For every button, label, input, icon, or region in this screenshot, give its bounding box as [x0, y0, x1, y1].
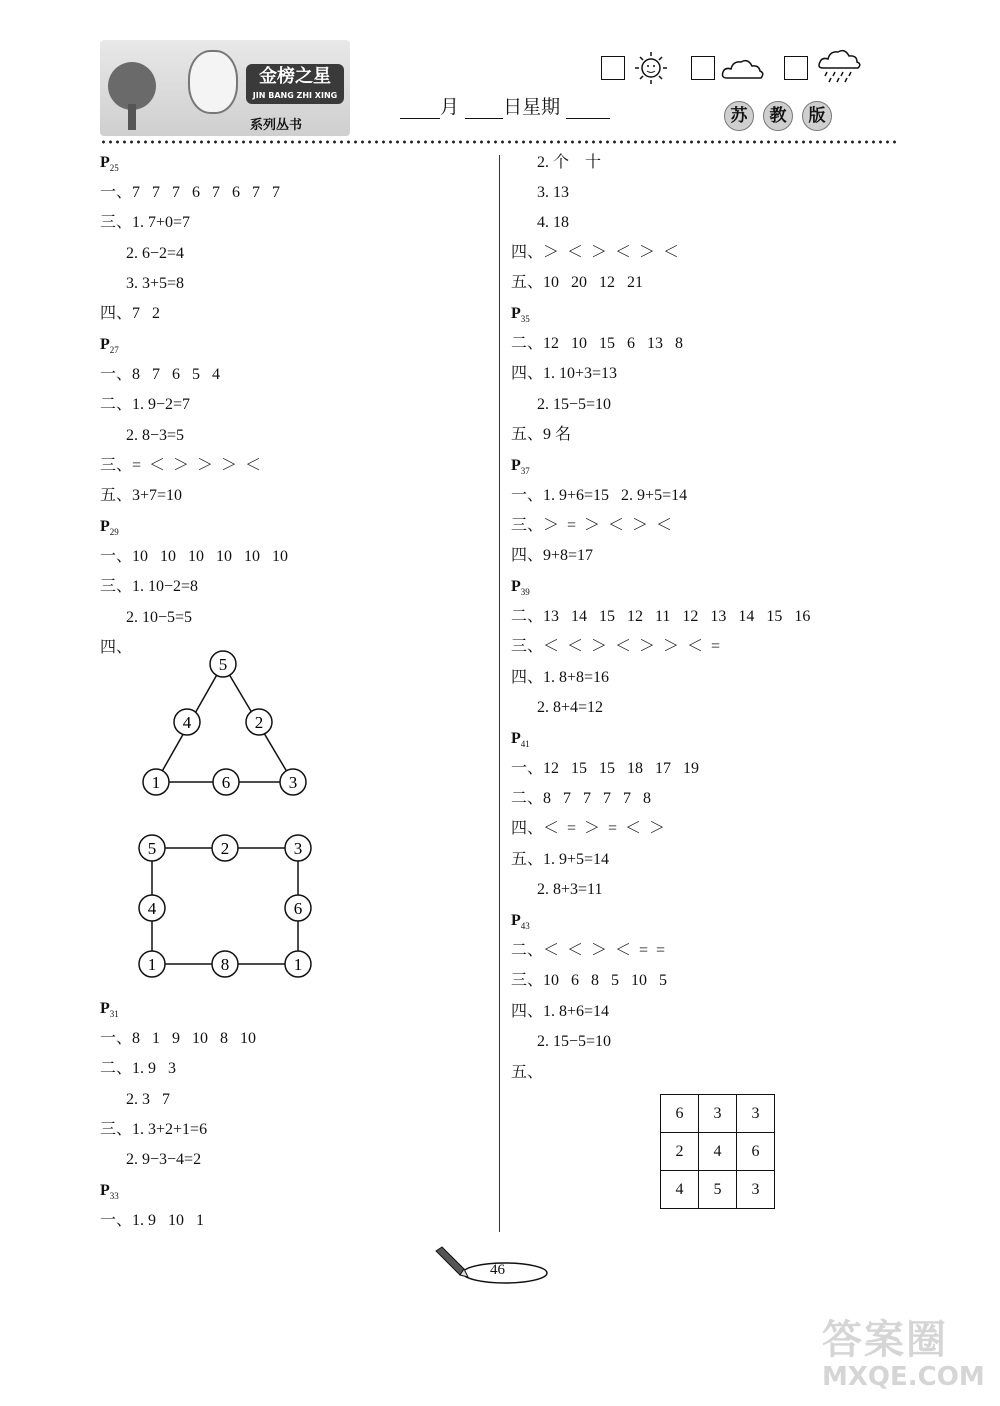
logo-title: 金榜之星 JIN BANG ZHI XING — [246, 64, 344, 104]
answer-line: 四、9+8=17 — [511, 547, 594, 564]
answer-line: 2. 个 十 — [537, 154, 602, 171]
answer-line: 五、9 名 — [511, 426, 572, 443]
answer-line: 二、13 14 15 12 11 12 13 14 15 16 — [511, 608, 811, 625]
svg-text:4: 4 — [182, 713, 192, 732]
number-grid — [660, 1094, 775, 1209]
answer-line: 一、8 1 9 10 8 10 — [100, 1030, 257, 1047]
answer-line: 二、1. 9−2=7 — [100, 396, 191, 413]
grid-cell: 2 — [661, 1133, 699, 1171]
answer-line: 一、7 7 7 6 7 6 7 7 — [100, 184, 281, 201]
tree-trunk — [128, 104, 136, 130]
page-reference: $P_{31}$ — [100, 1000, 119, 1020]
answer-line: 一、1. 9+6=15 2. 9+5=14 — [511, 487, 688, 504]
svg-text:3: 3 — [293, 839, 303, 858]
triangle-node-left-mid — [174, 709, 200, 735]
answer-line: 二、12 10 15 6 13 8 — [511, 335, 684, 352]
answer-line: 四、＞ ＜ ＞ ＜ ＞ ＜ — [511, 244, 680, 261]
svg-text:5: 5 — [147, 839, 157, 858]
triangle-node-bottom-right — [280, 769, 306, 795]
page-reference: $P_{41}$ — [511, 730, 530, 750]
square-node-bottom-mid — [212, 951, 238, 977]
square-diagram — [120, 826, 330, 986]
answer-line: 三、10 6 8 5 10 5 — [511, 972, 668, 989]
answer-line: 4. 18 — [537, 214, 569, 231]
square-node-top-left — [139, 835, 165, 861]
square-node-right-mid — [285, 895, 311, 921]
answer-line: 三、= ＜ ＞ ＞ ＞ ＜ — [100, 457, 262, 474]
answer-line: 四、＜ = ＞ = ＜ ＞ — [511, 820, 666, 837]
answer-line: 四、7 2 — [100, 305, 161, 322]
page-number: 46 — [490, 1262, 505, 1278]
answer-line: 三、1. 10−2=8 — [100, 578, 199, 595]
answer-line: 2. 15−5=10 — [537, 1033, 612, 1050]
answer-line: 2. 10−5=5 — [126, 609, 193, 626]
grid-cell: 3 — [699, 1095, 737, 1133]
svg-text:6: 6 — [293, 899, 303, 918]
square-node-top-mid — [212, 835, 238, 861]
square-node-left-mid — [139, 895, 165, 921]
svg-text:1: 1 — [293, 955, 303, 974]
answer-line: 一、10 10 10 10 10 10 — [100, 548, 289, 565]
svg-text:8: 8 — [220, 955, 230, 974]
logo — [100, 40, 350, 136]
answer-line: 一、1. 9 10 1 — [100, 1212, 205, 1229]
svg-text:1: 1 — [151, 773, 161, 792]
weather-checkbox-rainy[interactable] — [784, 56, 808, 80]
answer-line: 四、1. 10+3=13 — [511, 365, 618, 382]
triangle-diagram — [120, 642, 330, 802]
page-reference: $P_{39}$ — [511, 578, 530, 598]
page-reference: $P_{29}$ — [100, 518, 119, 538]
answer-line: 五、1. 9+5=14 — [511, 851, 610, 868]
header-divider — [100, 140, 900, 144]
column-divider — [499, 155, 500, 1232]
answer-line: 三、＜ ＜ ＞ ＜ ＞ ＞ ＜ = — [511, 638, 721, 655]
answer-line: 2. 8+4=12 — [537, 699, 604, 716]
page-reference: $P_{27}$ — [100, 336, 119, 356]
triangle-node-right-mid — [246, 709, 272, 735]
grid-cell: 4 — [661, 1171, 699, 1209]
answer-line: 四、1. 8+8=16 — [511, 669, 610, 686]
grid-cell: 5 — [699, 1171, 737, 1209]
page-reference: $P_{33}$ — [100, 1182, 119, 1202]
answer-line: 四、 — [100, 639, 133, 656]
pencil-icon — [436, 1247, 468, 1277]
answer-line: 三、1. 7+0=7 — [100, 214, 191, 231]
watermark — [822, 1318, 985, 1392]
date-day-label: 日星期 — [503, 96, 561, 118]
sun-icon — [633, 50, 669, 86]
triangle-node-top — [210, 651, 236, 677]
answer-line: 五、3+7=10 — [100, 487, 183, 504]
grid-row — [661, 1171, 775, 1209]
answer-line: 二、8 7 7 7 7 8 — [511, 790, 652, 807]
logo-series: 系列丛书 — [250, 118, 303, 133]
grid-row — [661, 1095, 775, 1133]
answer-line: 2. 6−2=4 — [126, 245, 185, 262]
answer-line: 一、12 15 15 18 17 19 — [511, 760, 700, 777]
answer-line: 2. 3 7 — [126, 1091, 170, 1108]
answer-line: 三、1. 3+2+1=6 — [100, 1121, 208, 1138]
grid-row — [661, 1133, 775, 1171]
rain-cloud-icon — [817, 48, 863, 86]
square-node-top-right — [285, 835, 311, 861]
svg-text:2: 2 — [220, 839, 230, 858]
answer-line: 五、 — [511, 1064, 544, 1081]
answer-line: 3. 3+5=8 — [126, 275, 185, 292]
cloud-icon — [721, 54, 765, 84]
square-node-bottom-left — [139, 951, 165, 977]
svg-text:6: 6 — [221, 773, 231, 792]
triangle-node-bottom-mid — [213, 769, 239, 795]
rabbit-illustration — [188, 50, 238, 114]
answer-line: 二、＜ ＜ ＞ ＜ = = — [511, 942, 666, 959]
edition-badge-ban: 版 — [802, 101, 832, 131]
answer-line: 2. 15−5=10 — [537, 396, 612, 413]
svg-text:1: 1 — [147, 955, 157, 974]
square-node-bottom-right — [285, 951, 311, 977]
grid-cell: 3 — [737, 1095, 775, 1133]
page-reference: $P_{25}$ — [100, 154, 119, 174]
edition-badge-jiao: 教 — [763, 101, 793, 131]
logo-subtitle: JIN BANG ZHI XING — [252, 91, 338, 100]
tree-illustration — [108, 62, 156, 110]
grid-cell: 6 — [737, 1133, 775, 1171]
answer-line: 3. 13 — [537, 184, 569, 201]
answer-line: 2. 8+3=11 — [537, 881, 603, 898]
grid-cell: 4 — [699, 1133, 737, 1171]
page-reference: $P_{37}$ — [511, 457, 530, 477]
grid-cell: 6 — [661, 1095, 699, 1133]
answer-line: 三、＞ = ＞ ＜ ＞ ＜ — [511, 517, 673, 534]
date-month-label: 月 — [440, 96, 460, 118]
watermark-url: MXQE.COM — [822, 1362, 985, 1392]
answer-line: 2. 8−3=5 — [126, 427, 185, 444]
svg-text:2: 2 — [254, 713, 264, 732]
date-line — [400, 92, 610, 119]
answer-line: 二、1. 9 3 — [100, 1060, 177, 1077]
answer-line: 一、8 7 6 5 4 — [100, 366, 221, 383]
triangle-node-bottom-left — [143, 769, 169, 795]
answer-line: 五、10 20 12 21 — [511, 274, 644, 291]
page-reference: $P_{35}$ — [511, 305, 530, 325]
svg-text:5: 5 — [218, 655, 228, 674]
svg-text:4: 4 — [147, 899, 157, 918]
edition-badge-su: 苏 — [724, 101, 754, 131]
answer-line: 2. 9−3−4=2 — [126, 1151, 202, 1168]
answer-line: 四、1. 8+6=14 — [511, 1003, 610, 1020]
watermark-logo: 答案圈 — [822, 1317, 948, 1363]
page-reference: $P_{43}$ — [511, 912, 530, 932]
weather-checkbox-cloudy[interactable] — [691, 56, 715, 80]
grid-cell: 3 — [737, 1171, 775, 1209]
svg-text:3: 3 — [288, 773, 298, 792]
weather-checkbox-sunny[interactable] — [601, 56, 625, 80]
